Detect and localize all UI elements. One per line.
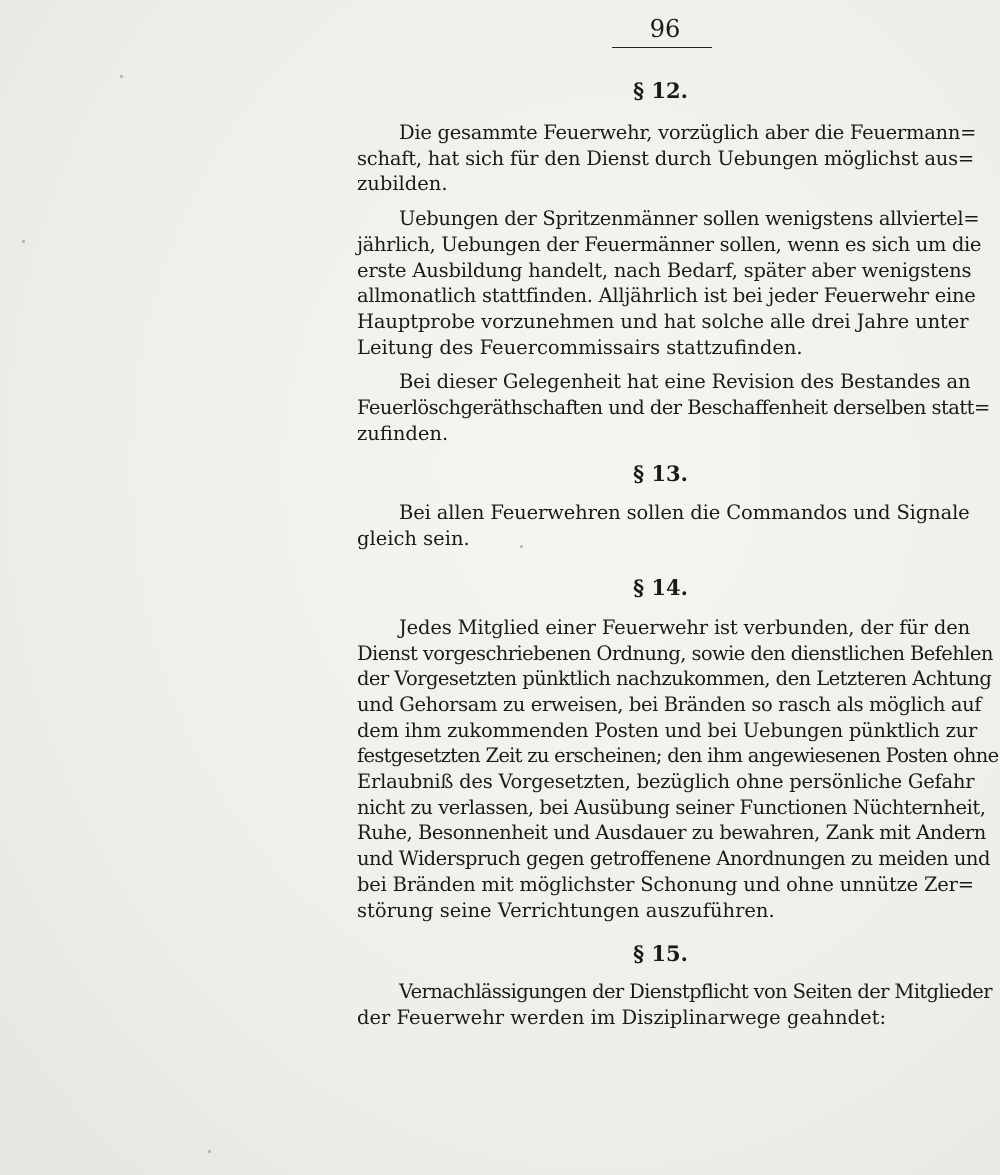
text-line: Uebungen der Spritzenmänner sollen wenigstens allviertel= [399, 207, 980, 231]
paragraph [357, 369, 990, 446]
text-line: Erlaubniß des Vorgesetzten, bezüglich ohne persönliche Gefahr [357, 770, 975, 794]
text-line: allmonatlich stattfinden. Alljährlich ist bei jeder Feuerwehr eine [357, 284, 976, 308]
text-line: festgesetzten Zeit zu erscheinen; den ihm angewiesenen Posten ohne [357, 744, 999, 768]
section-heading: § 14. [633, 574, 688, 600]
text-line: dem ihm zukommenden Posten und bei Uebungen pünktlich zur [357, 718, 978, 742]
text-line: erste Ausbildung handelt, nach Bedarf, später aber wenigstens [357, 258, 972, 282]
text-line: bei Bränden mit möglichster Schonung und ohne unnütze Zer= [357, 872, 974, 896]
text-line: jährlich, Uebungen der Feuermänner sollen, wenn es sich um die [357, 232, 982, 256]
page-number-rule [612, 47, 712, 48]
text-line: Die gesammte Feuerwehr, vorzüglich aber die Feuermann= [399, 121, 977, 144]
text-line: zufinden. [357, 421, 449, 445]
text-line: Dienst vorgeschriebenen Ordnung, sowie den dienstlichen Befehlen [357, 641, 993, 665]
paragraph [357, 500, 970, 551]
text-line: und Gehorsam zu erweisen, bei Bränden so rasch als möglich auf [357, 692, 982, 716]
section-15 [357, 941, 992, 1030]
section-heading: § 15. [633, 941, 688, 967]
text-line: der Vorgesetzten pünktlich nachzukommen, den Letzteren Achtung [357, 667, 992, 691]
text-line: Leitung des Feuercommissairs stattzufinden. [357, 335, 803, 359]
paragraph [357, 979, 992, 1030]
section-12 [357, 78, 990, 446]
paragraph [357, 206, 982, 360]
paper-speck [22, 240, 25, 243]
text-line: Jedes Mitglied einer Feuerwehr ist verbunden, der für den [399, 615, 970, 639]
section-heading: § 12. [633, 78, 688, 103]
text-line: Ruhe, Besonnenheit und Ausdauer zu bewahren, Zank mit Andern [357, 821, 986, 845]
paragraph [357, 615, 999, 923]
text-line: gleich sein. [357, 527, 470, 551]
section-13 [357, 461, 970, 551]
text-line: störung seine Verrichtungen auszuführen. [357, 898, 775, 922]
text-line: und Widerspruch gegen getroffenene Anordnungen zu meiden und [357, 847, 990, 871]
section-heading: § 13. [633, 461, 688, 487]
text-line: Bei dieser Gelegenheit hat eine Revision des Bestandes an [399, 370, 971, 394]
text-line: Hauptprobe vorzunehmen und hat solche alle drei Jahre unter [357, 309, 969, 333]
paper-speck [208, 1150, 211, 1153]
section-14 [357, 574, 999, 923]
text-line: Vernachlässigungen der Dienstpflicht von Seiten der Mitglieder [399, 980, 992, 1004]
text-line: nicht zu verlassen, bei Ausübung seiner Functionen Nüchternheit, [357, 795, 986, 819]
page-number: 96 [649, 15, 681, 43]
text-line: schaft, hat sich für den Dienst durch Uebungen möglichst aus= [357, 146, 975, 170]
text-line: der Feuerwehr werden im Disziplinarwege geahndet: [357, 1005, 887, 1029]
text-line: Bei allen Feuerwehren sollen die Commandos und Signale [399, 501, 970, 525]
text-line: zubilden. [357, 172, 448, 196]
paragraph [357, 120, 977, 197]
text-line: Feuerlöschgeräthschaften und der Beschaffenheit derselben statt= [357, 396, 990, 420]
paper-speck [120, 75, 123, 78]
text-column [357, 76, 999, 1031]
